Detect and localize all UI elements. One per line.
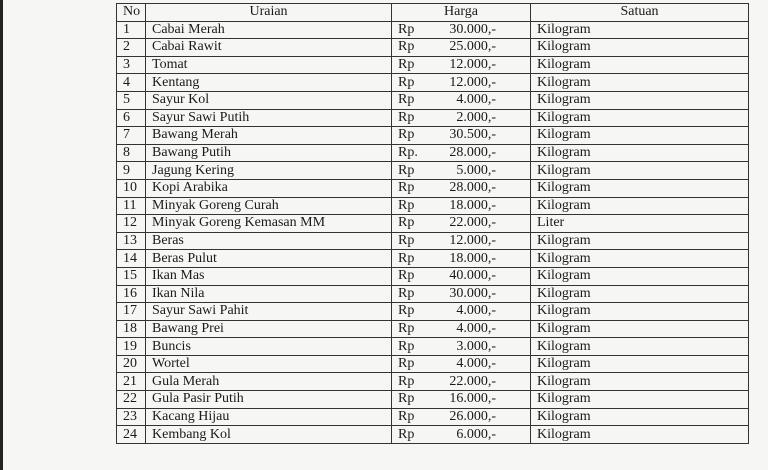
table-row (117, 320, 749, 338)
row-amount: 4.000,- (456, 92, 496, 108)
row-price (392, 162, 531, 180)
row-number: 1 (117, 21, 146, 39)
row-number: 16 (117, 285, 146, 303)
row-item-name: Bawang Merah (146, 127, 392, 145)
row-unit: Kilogram (531, 355, 749, 373)
row-unit: Kilogram (531, 391, 749, 409)
table-row (117, 250, 749, 268)
header-uraian: Uraian (146, 4, 392, 22)
row-number: 7 (117, 127, 146, 145)
row-item-name: Kacang Hijau (146, 408, 392, 426)
table-row (117, 162, 749, 180)
row-item-name: Ikan Mas (146, 267, 392, 285)
table-row (117, 373, 749, 391)
row-number: 17 (117, 303, 146, 321)
row-unit: Kilogram (531, 250, 749, 268)
row-item-name: Jagung Kering (146, 162, 392, 180)
table-row (117, 285, 749, 303)
row-price (392, 426, 531, 444)
row-number: 14 (117, 250, 146, 268)
table-row (117, 74, 749, 92)
row-amount: 4.000,- (456, 320, 496, 336)
header-row (117, 4, 749, 22)
row-price (392, 373, 531, 391)
row-unit: Kilogram (531, 21, 749, 39)
row-amount: 30.500,- (449, 127, 496, 143)
row-currency: Rp (398, 74, 415, 90)
table-body (117, 21, 749, 443)
row-amount: 3.000,- (456, 338, 496, 354)
row-unit: Liter (531, 215, 749, 233)
row-item-name: Minyak Goreng Kemasan MM (146, 215, 392, 233)
table-row (117, 56, 749, 74)
row-price (392, 179, 531, 197)
row-price (392, 267, 531, 285)
row-unit: Kilogram (531, 39, 749, 57)
header-harga: Harga (392, 4, 531, 22)
row-price (392, 232, 531, 250)
row-number: 12 (117, 215, 146, 233)
table-row (117, 127, 749, 145)
row-number: 13 (117, 232, 146, 250)
table-row (117, 21, 749, 39)
row-item-name: Buncis (146, 338, 392, 356)
table-row (117, 338, 749, 356)
row-price (392, 250, 531, 268)
row-amount: 25.000,- (449, 39, 496, 55)
row-number: 21 (117, 373, 146, 391)
row-currency: Rp (398, 250, 415, 266)
row-amount: 2.000,- (456, 109, 496, 125)
row-price (392, 74, 531, 92)
header-no: No (117, 4, 146, 22)
row-unit: Kilogram (531, 303, 749, 321)
row-amount: 12.000,- (449, 57, 496, 73)
row-number: 23 (117, 408, 146, 426)
row-currency: Rp (398, 215, 415, 231)
table-row (117, 179, 749, 197)
table-row (117, 303, 749, 321)
row-amount: 4.000,- (456, 356, 496, 372)
row-item-name: Gula Merah (146, 373, 392, 391)
row-unit: Kilogram (531, 232, 749, 250)
row-number: 6 (117, 109, 146, 127)
row-item-name: Kembang Kol (146, 426, 392, 444)
row-number: 9 (117, 162, 146, 180)
table-row (117, 109, 749, 127)
row-amount: 18.000,- (449, 197, 496, 213)
row-amount: 12.000,- (449, 74, 496, 90)
row-amount: 30.000,- (449, 285, 496, 301)
row-number: 20 (117, 355, 146, 373)
row-unit: Kilogram (531, 162, 749, 180)
row-amount: 28.000,- (449, 180, 496, 196)
row-price (392, 109, 531, 127)
row-number: 10 (117, 179, 146, 197)
row-currency: Rp (398, 303, 415, 319)
row-number: 18 (117, 320, 146, 338)
table-row (117, 39, 749, 57)
row-unit: Kilogram (531, 338, 749, 356)
row-number: 15 (117, 267, 146, 285)
row-price (392, 408, 531, 426)
row-number: 8 (117, 144, 146, 162)
row-amount: 30.000,- (449, 21, 496, 37)
row-item-name: Cabai Merah (146, 21, 392, 39)
row-item-name: Ikan Nila (146, 285, 392, 303)
row-unit: Kilogram (531, 373, 749, 391)
row-currency: Rp (398, 21, 415, 37)
row-currency: Rp (398, 391, 415, 407)
row-number: 3 (117, 56, 146, 74)
row-currency: Rp (398, 180, 415, 196)
row-item-name: Tomat (146, 56, 392, 74)
row-number: 2 (117, 39, 146, 57)
row-item-name: Wortel (146, 355, 392, 373)
row-amount: 26.000,- (449, 408, 496, 424)
row-unit: Kilogram (531, 267, 749, 285)
row-price (392, 285, 531, 303)
row-price (392, 338, 531, 356)
row-currency: Rp (398, 426, 415, 442)
row-unit: Kilogram (531, 144, 749, 162)
row-price (392, 215, 531, 233)
row-unit: Kilogram (531, 109, 749, 127)
row-item-name: Gula Pasir Putih (146, 391, 392, 409)
row-unit: Kilogram (531, 56, 749, 74)
row-price (392, 355, 531, 373)
row-price (392, 21, 531, 39)
row-unit: Kilogram (531, 285, 749, 303)
row-amount: 16.000,- (449, 391, 496, 407)
table-row (117, 144, 749, 162)
row-currency: Rp (398, 373, 415, 389)
row-number: 5 (117, 91, 146, 109)
row-unit: Kilogram (531, 91, 749, 109)
row-currency: Rp (398, 197, 415, 213)
row-unit: Kilogram (531, 320, 749, 338)
row-amount: 22.000,- (449, 215, 496, 231)
row-currency: Rp. (398, 145, 418, 161)
row-amount: 5.000,- (456, 162, 496, 178)
table-row (117, 355, 749, 373)
row-amount: 12.000,- (449, 233, 496, 249)
row-price (392, 56, 531, 74)
row-currency: Rp (398, 285, 415, 301)
row-currency: Rp (398, 92, 415, 108)
row-amount: 4.000,- (456, 303, 496, 319)
row-item-name: Bawang Prei (146, 320, 392, 338)
row-number: 24 (117, 426, 146, 444)
row-amount: 28.000,- (449, 145, 496, 161)
row-price (392, 39, 531, 57)
row-item-name: Minyak Goreng Curah (146, 197, 392, 215)
table-row (117, 408, 749, 426)
row-currency: Rp (398, 320, 415, 336)
row-price (392, 127, 531, 145)
table-row (117, 391, 749, 409)
row-price (392, 320, 531, 338)
row-amount: 40.000,- (449, 268, 496, 284)
row-amount: 18.000,- (449, 250, 496, 266)
row-item-name: Sayur Sawi Pahit (146, 303, 392, 321)
row-currency: Rp (398, 109, 415, 125)
row-amount: 22.000,- (449, 373, 496, 389)
row-item-name: Sayur Kol (146, 91, 392, 109)
row-number: 19 (117, 338, 146, 356)
table-row (117, 197, 749, 215)
row-unit: Kilogram (531, 197, 749, 215)
row-number: 22 (117, 391, 146, 409)
row-currency: Rp (398, 408, 415, 424)
row-currency: Rp (398, 39, 415, 55)
row-unit: Kilogram (531, 74, 749, 92)
row-unit: Kilogram (531, 426, 749, 444)
row-currency: Rp (398, 233, 415, 249)
row-unit: Kilogram (531, 127, 749, 145)
row-unit: Kilogram (531, 408, 749, 426)
row-currency: Rp (398, 338, 415, 354)
row-currency: Rp (398, 162, 415, 178)
row-currency: Rp (398, 57, 415, 73)
row-price (392, 91, 531, 109)
row-price (392, 391, 531, 409)
table-row (117, 232, 749, 250)
row-item-name: Kentang (146, 74, 392, 92)
header-satuan: Satuan (531, 4, 749, 22)
row-item-name: Beras (146, 232, 392, 250)
row-item-name: Bawang Putih (146, 144, 392, 162)
row-item-name: Sayur Sawi Putih (146, 109, 392, 127)
table-row (117, 91, 749, 109)
row-item-name: Kopi Arabika (146, 179, 392, 197)
row-number: 4 (117, 74, 146, 92)
row-currency: Rp (398, 127, 415, 143)
price-table (116, 3, 749, 444)
table-row (117, 267, 749, 285)
row-price (392, 144, 531, 162)
row-amount: 6.000,- (456, 426, 496, 442)
row-currency: Rp (398, 356, 415, 372)
page-edge (0, 0, 3, 470)
row-price (392, 197, 531, 215)
row-unit: Kilogram (531, 179, 749, 197)
row-number: 11 (117, 197, 146, 215)
row-currency: Rp (398, 268, 415, 284)
row-item-name: Cabai Rawit (146, 39, 392, 57)
row-price (392, 303, 531, 321)
table-row (117, 215, 749, 233)
row-item-name: Beras Pulut (146, 250, 392, 268)
table-row (117, 426, 749, 444)
